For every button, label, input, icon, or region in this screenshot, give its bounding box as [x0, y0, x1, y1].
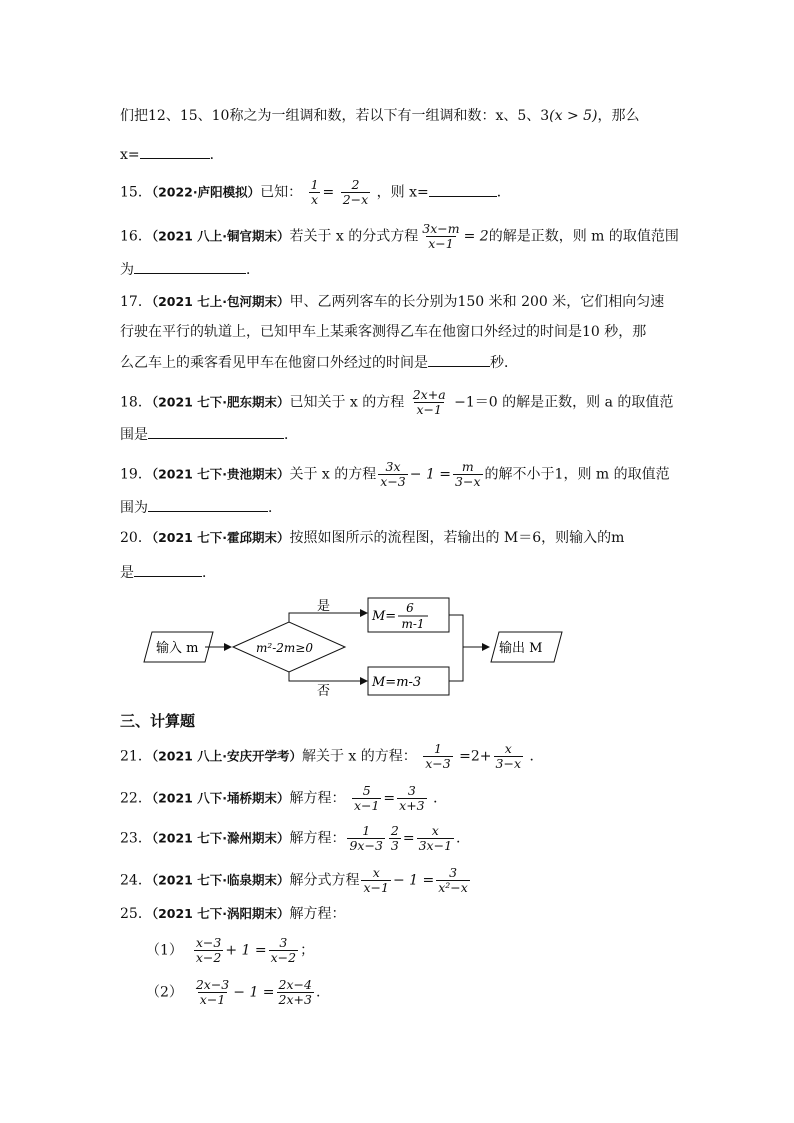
question-18 — [120, 388, 673, 417]
question-22 — [120, 784, 447, 813]
question-25-part2 — [146, 978, 320, 1007]
fraction — [194, 978, 231, 1007]
q20-text1: 按照如图所示的流程图，若输出的 M＝6，则输入的m — [289, 530, 625, 546]
q21-src: （2021 八上·安庆开学考） — [151, 748, 302, 764]
q16-eq: = 2 — [463, 228, 489, 245]
q20-src: （2021 七下·霍邱期末） — [151, 530, 290, 545]
question-15 — [120, 178, 511, 207]
fraction — [194, 936, 223, 965]
q25-src: （2021 七下·涡阳期末） — [151, 906, 290, 921]
answer-blank[interactable] — [429, 182, 497, 197]
q23-num: 23． — [120, 830, 152, 847]
q24-f1-den: x−1 — [363, 880, 389, 895]
question-24 — [120, 866, 472, 895]
q19-src: （2021 七下·贵池期末） — [151, 466, 290, 482]
q14-line2-text: x= — [120, 147, 140, 163]
output-label: 输出 M — [499, 641, 543, 656]
q24-text1: 解分式方程 — [289, 872, 360, 889]
condition-label: m²-2m≥0 — [256, 641, 313, 655]
q25-p1-mid: + 1 = — [225, 942, 267, 959]
q23-f2-den: 3 — [390, 838, 399, 853]
fraction — [494, 742, 523, 771]
q15-rhs-num: 2 — [351, 177, 360, 192]
question-23 — [120, 824, 461, 853]
q21-f1-num: 1 — [434, 741, 442, 756]
q25-text1: 解方程： — [289, 906, 346, 922]
fraction — [453, 460, 482, 489]
q18-src: （2021 七下·肥东期末） — [151, 394, 290, 410]
q18-line2: 围是 — [120, 427, 148, 443]
q22-f1-num: 5 — [362, 783, 371, 798]
fraction — [417, 824, 454, 853]
q24-num: 24． — [120, 872, 152, 889]
q16-text2: 的解是正数，则 m 的取值范围 — [488, 228, 679, 245]
q18-text2: −1＝0 的解是正数，则 a 的取值范 — [454, 394, 674, 411]
fraction — [397, 784, 426, 813]
q22-num: 22． — [120, 790, 152, 807]
q15-text1: 已知： — [260, 184, 303, 201]
q16-end: ． — [246, 262, 260, 278]
question-19 — [120, 460, 670, 489]
q18-f-den: x−1 — [416, 402, 442, 417]
q22-eq: = — [383, 790, 396, 807]
fraction — [389, 824, 401, 853]
q21-mid: =2+ — [459, 748, 492, 765]
fraction — [269, 936, 298, 965]
q15-rhs-den: 2−x — [342, 192, 369, 207]
q19-f1-den: x−3 — [380, 474, 406, 489]
fraction — [352, 784, 381, 813]
q17-end: 秒． — [490, 355, 518, 371]
q23-f3-den: 3x−1 — [418, 838, 453, 853]
q25-p2-f2-num: 2x−4 — [278, 977, 312, 992]
question-16 — [120, 222, 679, 251]
q23-f3-num: x — [431, 823, 439, 838]
question-20-line2 — [120, 562, 216, 583]
answer-blank[interactable] — [134, 562, 202, 577]
question-16-line2 — [120, 259, 260, 280]
q14-end: ． — [209, 147, 224, 163]
q19-f2-den: 3−x — [455, 474, 481, 489]
q15-src: （2022·庐阳模拟） — [151, 184, 261, 200]
q18-end: ． — [284, 427, 298, 443]
q25-p2-label: （2） — [146, 984, 183, 1001]
q19-text1: 关于 x 的方程 — [289, 466, 377, 483]
q21-num: 21． — [120, 748, 152, 765]
fraction — [341, 178, 370, 207]
q21-f1-den: x−3 — [425, 756, 451, 771]
q22-text1: 解方程： — [289, 790, 346, 807]
q15-text2: ，则 x= — [376, 184, 429, 201]
q24-f2-num: 3 — [449, 865, 458, 880]
q21-f2-den: 3−x — [495, 756, 522, 771]
q21-text1: 解关于 x 的方程： — [301, 748, 417, 765]
yes-label: 是 — [317, 599, 331, 614]
q18-f-num: 2x+a — [412, 387, 446, 402]
flowchart — [0, 594, 794, 704]
q17-line3: 么乙车上的乘客看见甲车在他窗口外经过的时间是 — [120, 355, 428, 371]
q15-end: ． — [496, 184, 511, 201]
q25-p1-f1-den: x−2 — [195, 950, 222, 965]
q15-num: 15． — [120, 184, 152, 201]
question-25 — [120, 904, 345, 924]
fraction — [378, 460, 407, 489]
q17-src: （2021 七上·包河期末） — [151, 294, 290, 309]
q25-p1-f2-num: 3 — [279, 935, 288, 950]
q16-f-num: 3x−m — [422, 221, 460, 236]
q17-line2: 行驶在平行的轨道上，已知甲车上某乘客测得乙车在他窗口外经过的时间是10 秒，那 — [120, 324, 647, 340]
answer-blank[interactable] — [428, 352, 490, 367]
q15-lhs-num: 1 — [310, 177, 319, 192]
input-label: 输入 m — [156, 641, 199, 656]
q19-end: ． — [268, 500, 282, 516]
q25-num: 25． — [120, 906, 152, 922]
q23-f1-den: 9x−3 — [349, 838, 383, 853]
answer-blank[interactable] — [148, 424, 284, 439]
q14-line1-end: ，那么 — [597, 108, 640, 124]
q17-line1: 甲、乙两列客车的长分别为150 米和 200 米，它们相向匀速 — [289, 294, 665, 310]
q23-f1-num: 1 — [362, 823, 371, 838]
q23-text1: 解方程： — [289, 830, 346, 847]
fraction — [309, 178, 321, 207]
q15-lhs-den: x — [311, 192, 319, 207]
flowchart-box-yes-num: 6 — [406, 601, 414, 615]
q17-num: 17． — [120, 294, 152, 310]
q14-line1 — [120, 106, 640, 126]
section-heading: 三、计算题 — [120, 712, 196, 730]
q24-f1-num: x — [372, 865, 380, 880]
q25-p1-label: （1） — [146, 942, 183, 959]
answer-blank[interactable] — [148, 497, 268, 512]
q21-end: ． — [529, 748, 544, 765]
q16-f-den: x−1 — [428, 236, 454, 251]
q15-eq: = — [322, 184, 335, 201]
flowchart-box-yes-prefix: M= — [372, 609, 397, 624]
q20-end: ． — [202, 565, 216, 581]
q23-f2-num: 2 — [390, 823, 399, 838]
flowchart-box-yes-den: m-1 — [401, 617, 425, 631]
question-20 — [120, 528, 624, 548]
question-21 — [120, 742, 543, 771]
q19-num: 19． — [120, 466, 152, 483]
q25-p2-f2-den: 2x+3 — [278, 992, 312, 1007]
fraction — [423, 742, 452, 771]
q22-f1-den: x−1 — [353, 798, 380, 813]
q20-num: 20． — [120, 530, 152, 546]
q25-p1-f1-num: x−3 — [195, 935, 222, 950]
q19-mid: − 1 = — [409, 466, 452, 483]
q16-num: 16． — [120, 228, 152, 245]
q25-p1-end: ； — [300, 942, 315, 959]
q20-line2: 是 — [120, 565, 134, 581]
q16-src: （2021 八上·铜官期末） — [151, 228, 290, 244]
q25-p2-f1-den: x−1 — [199, 992, 226, 1007]
fraction — [347, 824, 384, 853]
q14-line1-text: 们把12、15、10称之为一组调和数，若以下有一组调和数：x、5、3 — [120, 108, 550, 124]
fraction — [277, 978, 314, 1007]
q25-p2-mid: − 1 = — [233, 984, 275, 1001]
q18-num: 18． — [120, 394, 152, 411]
q19-f2-num: m — [461, 459, 474, 474]
q19-f1-num: 3x — [385, 459, 401, 474]
q16-text1: 若关于 x 的分式方程 — [289, 228, 419, 245]
q23-src: （2021 七下·滁州期末） — [151, 830, 290, 846]
q14-cond: (x > 5) — [549, 108, 598, 124]
question-17-line3 — [120, 352, 518, 373]
q22-f2-den: x+3 — [399, 798, 425, 813]
answer-blank[interactable] — [134, 259, 246, 274]
question-17-line2 — [120, 322, 646, 342]
fraction — [361, 866, 390, 895]
q21-f2-num: x — [504, 741, 512, 756]
fraction — [436, 866, 470, 895]
question-18-line2 — [120, 424, 298, 445]
q25-p2-f1-num: 2x−3 — [195, 977, 230, 992]
answer-blank[interactable] — [140, 144, 210, 159]
q18-text1: 已知关于 x 的方程 — [289, 394, 405, 411]
fraction — [411, 388, 448, 417]
q24-src: （2021 七下·临泉期末） — [151, 872, 290, 888]
question-25-part1 — [146, 936, 314, 965]
q24-mid: − 1 = — [392, 872, 435, 889]
flowchart-box-no: M=m-3 — [372, 675, 422, 690]
q23-end: . — [456, 830, 461, 847]
q19-text2: 的解不小于1，则 m 的取值范 — [484, 466, 670, 483]
q23-eq: = — [402, 830, 415, 847]
q14-line2 — [120, 144, 224, 165]
q25-p2-end: . — [315, 984, 321, 1001]
question-17 — [120, 292, 664, 312]
q16-line2: 为 — [120, 262, 134, 278]
q22-end: ． — [433, 790, 448, 807]
question-19-line2 — [120, 497, 282, 518]
q22-f2-num: 3 — [407, 783, 416, 798]
q24-f2-den: x²−x — [438, 880, 468, 895]
q22-src: （2021 八下·埇桥期末） — [151, 790, 290, 806]
fraction — [420, 222, 461, 251]
q25-p1-f2-den: x−2 — [270, 950, 297, 965]
q19-line2: 围为 — [120, 500, 148, 516]
no-label: 否 — [317, 684, 331, 699]
